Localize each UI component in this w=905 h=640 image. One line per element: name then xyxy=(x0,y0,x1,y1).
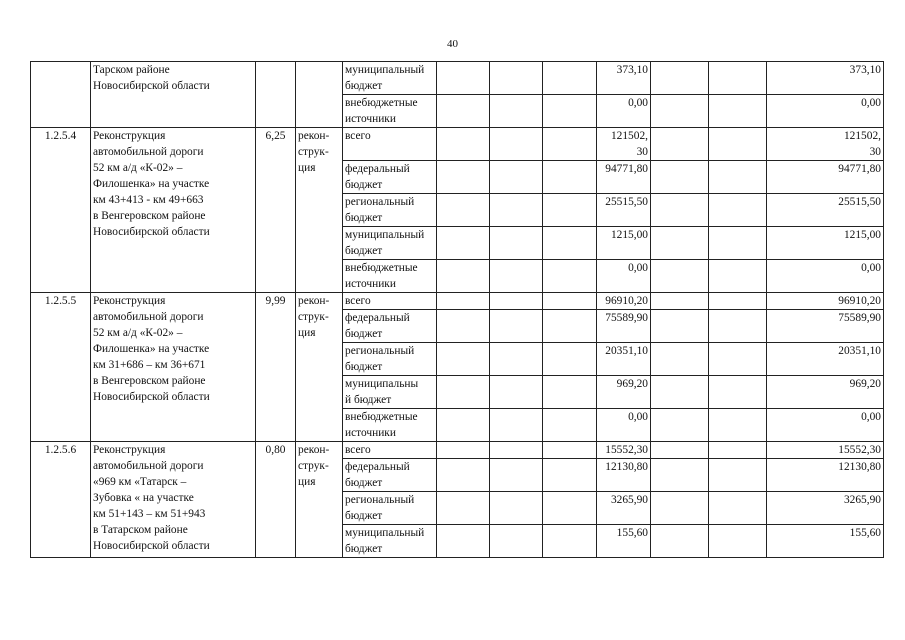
empty-cell xyxy=(437,227,490,260)
length-cell xyxy=(256,62,296,128)
empty-cell xyxy=(651,376,709,409)
amount-cell: 0,00 xyxy=(597,95,651,128)
empty-cell xyxy=(543,227,597,260)
empty-cell xyxy=(709,525,767,558)
empty-cell xyxy=(651,293,709,310)
empty-cell xyxy=(651,442,709,459)
empty-cell xyxy=(490,343,543,376)
funding-source-cell: всего xyxy=(343,442,437,459)
empty-cell xyxy=(651,409,709,442)
work-type-cell xyxy=(296,62,343,128)
amount-cell: 20351,10 xyxy=(597,343,651,376)
empty-cell xyxy=(490,128,543,161)
length-cell: 9,99 xyxy=(256,293,296,442)
empty-cell xyxy=(651,310,709,343)
table-body xyxy=(31,62,884,558)
empty-cell xyxy=(543,525,597,558)
empty-cell xyxy=(709,161,767,194)
funding-source-cell: федеральный бюджет xyxy=(343,310,437,343)
funding-source-cell: муниципальный бюджет xyxy=(343,62,437,95)
empty-cell xyxy=(709,194,767,227)
funding-source-cell: федеральный бюджет xyxy=(343,161,437,194)
work-type-cell: рекон- струк- ция xyxy=(296,128,343,293)
empty-cell xyxy=(437,409,490,442)
empty-cell xyxy=(709,343,767,376)
object-number-cell: 1.2.5.5 xyxy=(31,293,91,442)
amount-total-cell: 3265,90 xyxy=(767,492,884,525)
empty-cell xyxy=(490,293,543,310)
amount-total-cell: 94771,80 xyxy=(767,161,884,194)
empty-cell xyxy=(490,62,543,95)
empty-cell xyxy=(543,343,597,376)
empty-cell xyxy=(437,293,490,310)
empty-cell xyxy=(543,95,597,128)
empty-cell xyxy=(651,161,709,194)
amount-cell: 1215,00 xyxy=(597,227,651,260)
empty-cell xyxy=(709,128,767,161)
empty-cell xyxy=(437,161,490,194)
empty-cell xyxy=(490,227,543,260)
amount-cell: 96910,20 xyxy=(597,293,651,310)
empty-cell xyxy=(709,260,767,293)
empty-cell xyxy=(437,525,490,558)
amount-total-cell: 1215,00 xyxy=(767,227,884,260)
empty-cell xyxy=(437,310,490,343)
amount-total-cell: 75589,90 xyxy=(767,310,884,343)
empty-cell xyxy=(437,128,490,161)
empty-cell xyxy=(709,376,767,409)
funding-source-cell: муниципальный бюджет xyxy=(343,227,437,260)
amount-cell: 969,20 xyxy=(597,376,651,409)
amount-total-cell: 0,00 xyxy=(767,260,884,293)
amount-total-cell: 373,10 xyxy=(767,62,884,95)
amount-cell: 0,00 xyxy=(597,260,651,293)
table-row xyxy=(31,293,884,310)
empty-cell xyxy=(490,492,543,525)
empty-cell xyxy=(490,260,543,293)
empty-cell xyxy=(651,525,709,558)
funding-source-cell: внебюджетные источники xyxy=(343,260,437,293)
amount-cell: 155,60 xyxy=(597,525,651,558)
financing-table xyxy=(30,61,884,558)
table-row xyxy=(31,128,884,161)
empty-cell xyxy=(543,293,597,310)
empty-cell xyxy=(709,227,767,260)
amount-cell: 373,10 xyxy=(597,62,651,95)
amount-total-cell: 25515,50 xyxy=(767,194,884,227)
empty-cell xyxy=(490,442,543,459)
funding-source-cell: внебюджетные источники xyxy=(343,409,437,442)
empty-cell xyxy=(490,459,543,492)
object-name-cell: Реконструкция автомобильной дороги 52 км а/д «К-02» – Филошенка» на участке км 43+413 - км 49+663 в Венгеровском районе Новосибирской области xyxy=(91,128,256,293)
empty-cell xyxy=(651,492,709,525)
empty-cell xyxy=(709,95,767,128)
empty-cell xyxy=(543,260,597,293)
empty-cell xyxy=(543,442,597,459)
empty-cell xyxy=(709,310,767,343)
empty-cell xyxy=(543,62,597,95)
empty-cell xyxy=(543,459,597,492)
empty-cell xyxy=(437,343,490,376)
empty-cell xyxy=(543,194,597,227)
funding-source-cell: муниципальный бюджет xyxy=(343,525,437,558)
empty-cell xyxy=(651,194,709,227)
empty-cell xyxy=(490,310,543,343)
length-cell: 6,25 xyxy=(256,128,296,293)
table-row xyxy=(31,62,884,95)
empty-cell xyxy=(490,409,543,442)
empty-cell xyxy=(437,376,490,409)
empty-cell xyxy=(437,95,490,128)
funding-source-cell: муниципальны й бюджет xyxy=(343,376,437,409)
empty-cell xyxy=(651,227,709,260)
empty-cell xyxy=(709,409,767,442)
empty-cell xyxy=(543,376,597,409)
empty-cell xyxy=(490,194,543,227)
empty-cell xyxy=(490,525,543,558)
empty-cell xyxy=(651,343,709,376)
amount-total-cell: 96910,20 xyxy=(767,293,884,310)
empty-cell xyxy=(437,260,490,293)
amount-total-cell: 0,00 xyxy=(767,409,884,442)
amount-total-cell: 15552,30 xyxy=(767,442,884,459)
empty-cell xyxy=(543,161,597,194)
table-row xyxy=(31,442,884,459)
object-number-cell xyxy=(31,62,91,128)
funding-source-cell: внебюджетные источники xyxy=(343,95,437,128)
empty-cell xyxy=(437,442,490,459)
empty-cell xyxy=(651,128,709,161)
empty-cell xyxy=(543,409,597,442)
amount-total-cell: 121502, 30 xyxy=(767,128,884,161)
object-name-cell: Тарском районе Новосибирской области xyxy=(91,62,256,128)
object-name-cell: Реконструкция автомобильной дороги «969 км «Татарск – Зубовка « на участке км 51+143 – км 51+943 в Татарском районе Новосибирской области xyxy=(91,442,256,558)
empty-cell xyxy=(490,161,543,194)
amount-cell: 12130,80 xyxy=(597,459,651,492)
empty-cell xyxy=(709,293,767,310)
object-name-cell: Реконструкция автомобильной дороги 52 км а/д «К-02» – Филошенка» на участке км 31+686 – км 36+671 в Венгеровском районе Новосибирской области xyxy=(91,293,256,442)
empty-cell xyxy=(437,62,490,95)
amount-total-cell: 155,60 xyxy=(767,525,884,558)
empty-cell xyxy=(543,310,597,343)
funding-source-cell: региональный бюджет xyxy=(343,343,437,376)
empty-cell xyxy=(651,260,709,293)
funding-source-cell: всего xyxy=(343,293,437,310)
empty-cell xyxy=(709,442,767,459)
amount-cell: 15552,30 xyxy=(597,442,651,459)
object-number-cell: 1.2.5.6 xyxy=(31,442,91,558)
funding-source-cell: всего xyxy=(343,128,437,161)
empty-cell xyxy=(651,95,709,128)
length-cell: 0,80 xyxy=(256,442,296,558)
amount-cell: 94771,80 xyxy=(597,161,651,194)
empty-cell xyxy=(543,492,597,525)
empty-cell xyxy=(651,62,709,95)
empty-cell xyxy=(543,128,597,161)
work-type-cell: рекон- струк- ция xyxy=(296,293,343,442)
empty-cell xyxy=(651,459,709,492)
amount-cell: 121502, 30 xyxy=(597,128,651,161)
empty-cell xyxy=(709,492,767,525)
funding-source-cell: федеральный бюджет xyxy=(343,459,437,492)
empty-cell xyxy=(437,459,490,492)
amount-cell: 3265,90 xyxy=(597,492,651,525)
amount-total-cell: 20351,10 xyxy=(767,343,884,376)
empty-cell xyxy=(709,459,767,492)
empty-cell xyxy=(709,62,767,95)
empty-cell xyxy=(490,376,543,409)
empty-cell xyxy=(437,492,490,525)
object-number-cell: 1.2.5.4 xyxy=(31,128,91,293)
amount-total-cell: 12130,80 xyxy=(767,459,884,492)
funding-source-cell: региональный бюджет xyxy=(343,194,437,227)
empty-cell xyxy=(437,194,490,227)
amount-total-cell: 969,20 xyxy=(767,376,884,409)
amount-total-cell: 0,00 xyxy=(767,95,884,128)
amount-cell: 75589,90 xyxy=(597,310,651,343)
amount-cell: 0,00 xyxy=(597,409,651,442)
empty-cell xyxy=(490,95,543,128)
funding-source-cell: региональный бюджет xyxy=(343,492,437,525)
page-number: 40 xyxy=(447,38,458,50)
amount-cell: 25515,50 xyxy=(597,194,651,227)
work-type-cell: рекон- струк- ция xyxy=(296,442,343,558)
